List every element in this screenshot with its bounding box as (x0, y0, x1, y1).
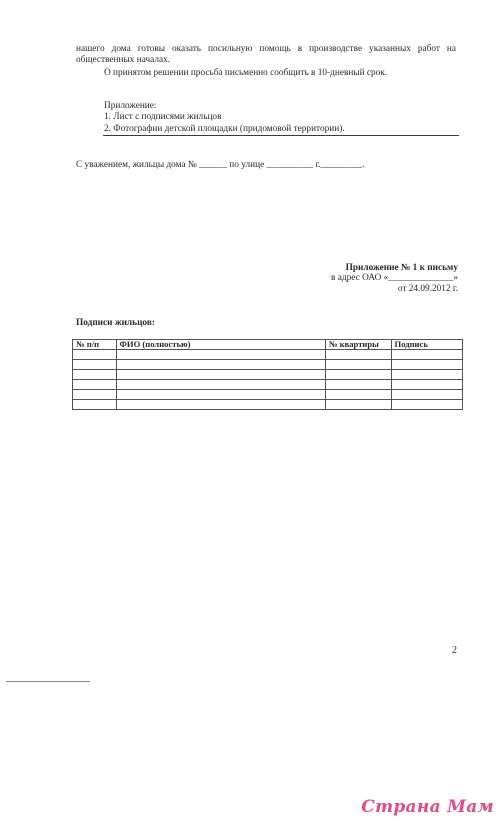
signatures-heading: Подписи жильцов: (76, 318, 155, 328)
body-line-2: общественных началах. (76, 55, 171, 65)
table-cell (73, 400, 117, 410)
closing-line: С уважением, жильцы дома № ______ по улице __________ г._________. (76, 160, 365, 170)
table-row (73, 370, 463, 380)
table-row (73, 390, 463, 400)
body-line-1: нашего дома готовы оказать посильную помощь в производстве указанных работ на (76, 44, 456, 54)
table-row (73, 400, 463, 410)
column-header-number: № п/п (73, 340, 117, 350)
table-cell (391, 350, 462, 360)
appendix-date: от 24.09.2012 г. (397, 284, 458, 294)
table-row (73, 350, 463, 360)
table-cell (391, 390, 462, 400)
column-header-signature: Подпись (391, 340, 462, 350)
table-cell (391, 380, 462, 390)
attachments-heading: Приложение: (104, 101, 157, 111)
table-cell (73, 390, 117, 400)
appendix-addressee: в адрес ОАО «______________» (331, 273, 458, 283)
table-cell (116, 360, 325, 370)
table-cell (391, 400, 462, 410)
margin-mark (6, 681, 90, 682)
table-cell (73, 380, 117, 390)
table-cell (325, 360, 391, 370)
table-row (73, 360, 463, 370)
watermark-logo: Страна Мам (361, 797, 494, 817)
table-cell (116, 380, 325, 390)
attachment-item-2: 2. Фотографии детской площадки (придомовой территории). (104, 124, 345, 134)
table-cell (116, 370, 325, 380)
body-line-3: О принятом решении просьба письменно сообщить в 10-дневный срок. (104, 68, 388, 78)
table-cell (116, 400, 325, 410)
attachment-item-1: 1. Лист с подписями жильцов (104, 112, 222, 122)
appendix-title: Приложение № 1 к письму (345, 263, 458, 273)
attachments-underline (103, 135, 459, 136)
table-cell (325, 350, 391, 360)
table-cell (325, 370, 391, 380)
signatures-table-body (73, 350, 463, 410)
table-cell (73, 370, 117, 380)
table-cell (116, 350, 325, 360)
table-cell (116, 390, 325, 400)
column-header-fullname: ФИО (полностью) (116, 340, 325, 350)
signatures-table (72, 339, 463, 410)
table-cell (391, 370, 462, 380)
table-row (73, 380, 463, 390)
table-cell (325, 390, 391, 400)
table-cell (73, 350, 117, 360)
column-header-apartment: № квартиры (325, 340, 391, 350)
table-cell (73, 360, 117, 370)
table-cell (391, 360, 462, 370)
table-cell (325, 400, 391, 410)
table-cell (325, 380, 391, 390)
table-header-row (73, 340, 463, 350)
page-number: 2 (452, 645, 457, 656)
